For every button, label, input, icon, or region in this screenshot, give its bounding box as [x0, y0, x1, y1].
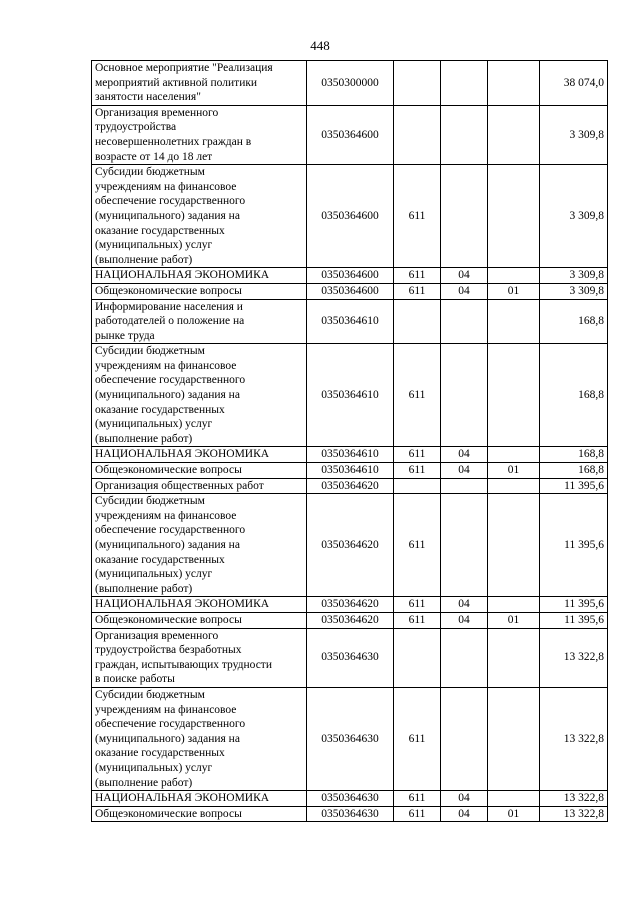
- row-code: [307, 105, 394, 164]
- row-expense-type: [394, 268, 441, 284]
- row-section: [441, 806, 488, 822]
- row-code: [307, 447, 394, 463]
- row-code-text: 0350364620: [321, 613, 379, 626]
- row-code: [307, 612, 394, 628]
- row-name: [92, 61, 307, 106]
- row-code: [307, 806, 394, 822]
- row-name: [92, 628, 307, 687]
- row-expense-type-text: 611: [408, 448, 426, 461]
- row-expense-type: [394, 447, 441, 463]
- table-row: [92, 268, 608, 284]
- row-name-text: Общеэкономические вопросы: [95, 284, 242, 297]
- row-code-text: 0350300000: [321, 76, 379, 89]
- row-expense-type-text: 611: [408, 539, 426, 551]
- row-name-text: Основное мероприятие "Реализация мероприятий активной политики занятости населения": [95, 62, 273, 104]
- row-code-text: 0350364600: [321, 209, 379, 222]
- row-code-text: 0350364610: [321, 389, 379, 402]
- table-row: [92, 344, 608, 447]
- row-expense-type-text: 611: [408, 284, 426, 297]
- row-section-text: 04: [458, 464, 470, 477]
- row-expense-type: [394, 105, 441, 164]
- row-amount-text: 168,8: [578, 389, 604, 402]
- row-amount-text: 3 309,8: [569, 284, 604, 297]
- row-code: [307, 299, 394, 344]
- row-amount-text: 13 322,8: [563, 732, 604, 745]
- row-name: [92, 447, 307, 463]
- row-amount-text: 168,8: [578, 448, 604, 461]
- table-row: [92, 165, 608, 268]
- row-expense-type: [394, 494, 441, 597]
- table-row: [92, 299, 608, 344]
- row-section: [441, 478, 488, 494]
- row-subsection: [488, 105, 540, 164]
- row-subsection: [488, 447, 540, 463]
- row-amount: [540, 299, 608, 344]
- row-subsection-text: 01: [507, 464, 520, 477]
- row-amount: [540, 61, 608, 106]
- row-name: [92, 791, 307, 807]
- row-expense-type: [394, 299, 441, 344]
- row-name-text: Субсидии бюджетным учреждениям на финансовое обеспечение государственного (муниципального) задания на оказание государственных (муниципальных) услуг (выполнение работ): [95, 345, 246, 445]
- row-section-text: 04: [458, 284, 470, 297]
- row-section: [441, 463, 488, 479]
- row-name-text: Субсидии бюджетным учреждениям на финансовое обеспечение государственного (муниципального) задания на оказание государственных (муниципальных) услуг (выполнение работ): [95, 495, 246, 595]
- table-row: [92, 494, 608, 597]
- row-name: [92, 299, 307, 344]
- row-amount: [540, 105, 608, 164]
- row-code: [307, 463, 394, 479]
- budget-table: [91, 60, 608, 822]
- row-section: [441, 165, 488, 268]
- row-amount: [540, 628, 608, 687]
- row-expense-type: [394, 791, 441, 807]
- page-number: 448: [310, 38, 330, 53]
- row-expense-type: [394, 612, 441, 628]
- row-expense-type-text: 611: [408, 792, 426, 805]
- table-row: [92, 687, 608, 790]
- row-section: [441, 791, 488, 807]
- row-subsection: [488, 165, 540, 268]
- row-expense-type: [394, 806, 441, 822]
- row-expense-type-text: 611: [408, 389, 426, 402]
- row-expense-type-text: 611: [408, 464, 426, 477]
- table-row: [92, 478, 608, 494]
- row-expense-type: [394, 344, 441, 447]
- row-name: [92, 344, 307, 447]
- row-code: [307, 597, 394, 613]
- row-name-text: Субсидии бюджетным учреждениям на финансовое обеспечение государственного (муниципального) задания на оказание государственных (муниципальных) услуг (выполнение работ): [95, 166, 246, 266]
- table-row: [92, 791, 608, 807]
- row-section: [441, 61, 488, 106]
- table-row: [92, 463, 608, 479]
- row-expense-type: [394, 628, 441, 687]
- row-expense-type: [394, 165, 441, 268]
- table-row: [92, 806, 608, 822]
- row-code-text: 0350364620: [321, 598, 379, 611]
- row-section: [441, 494, 488, 597]
- row-subsection-text: 01: [507, 613, 520, 626]
- row-amount: [540, 612, 608, 628]
- row-name: [92, 478, 307, 494]
- row-name: [92, 597, 307, 613]
- row-section-text: 04: [458, 807, 470, 820]
- row-name: [92, 165, 307, 268]
- row-section: [441, 597, 488, 613]
- row-section: [441, 628, 488, 687]
- row-name-text: НАЦИОНАЛЬНАЯ ЭКОНОМИКА: [95, 792, 270, 805]
- row-expense-type: [394, 61, 441, 106]
- row-name-text: Организация общественных работ: [95, 479, 264, 492]
- row-amount: [540, 494, 608, 597]
- row-expense-type: [394, 283, 441, 299]
- row-subsection-text: 01: [507, 284, 520, 297]
- row-section: [441, 447, 488, 463]
- row-amount: [540, 283, 608, 299]
- row-amount: [540, 268, 608, 284]
- row-expense-type-text: 611: [408, 807, 426, 820]
- row-subsection-text: 01: [507, 807, 520, 820]
- row-amount: [540, 478, 608, 494]
- row-name-text: Общеэкономические вопросы: [95, 613, 242, 626]
- row-section-text: 04: [458, 613, 470, 626]
- row-expense-type: [394, 597, 441, 613]
- row-code: [307, 283, 394, 299]
- row-amount-text: 168,8: [578, 464, 604, 477]
- row-name-text: НАЦИОНАЛЬНАЯ ЭКОНОМИКА: [95, 448, 270, 461]
- row-amount-text: 13 322,8: [563, 651, 604, 664]
- row-code: [307, 628, 394, 687]
- row-code-text: 0350364630: [321, 732, 379, 745]
- row-name: [92, 283, 307, 299]
- row-expense-type: [394, 478, 441, 494]
- row-section-text: 04: [458, 598, 470, 611]
- row-amount: [540, 806, 608, 822]
- row-expense-type: [394, 687, 441, 790]
- row-code-text: 0350364600: [321, 128, 379, 141]
- row-amount-text: 3 309,8: [569, 269, 604, 282]
- row-section: [441, 344, 488, 447]
- row-subsection: [488, 791, 540, 807]
- row-expense-type-text: 611: [408, 732, 426, 745]
- row-amount-text: 11 395,6: [564, 539, 604, 551]
- row-code-text: 0350364610: [321, 315, 379, 328]
- row-amount: [540, 165, 608, 268]
- row-amount-text: 13 322,8: [563, 807, 604, 820]
- row-code-text: 0350364620: [321, 539, 379, 551]
- row-subsection: [488, 687, 540, 790]
- row-code-text: 0350364630: [321, 651, 379, 664]
- row-name: [92, 494, 307, 597]
- row-code-text: 0350364620: [321, 479, 379, 492]
- row-code: [307, 791, 394, 807]
- row-code: [307, 494, 394, 597]
- row-subsection: [488, 283, 540, 299]
- row-expense-type-text: 611: [408, 209, 426, 222]
- row-name: [92, 612, 307, 628]
- row-amount-text: 168,8: [578, 315, 604, 328]
- row-name-text: Общеэкономические вопросы: [95, 807, 242, 820]
- row-amount-text: 11 395,6: [564, 479, 604, 492]
- row-code: [307, 344, 394, 447]
- row-expense-type-text: 611: [408, 598, 426, 611]
- table-row: [92, 105, 608, 164]
- row-section: [441, 105, 488, 164]
- row-code: [307, 61, 394, 106]
- row-expense-type-text: 611: [408, 613, 426, 626]
- row-amount: [540, 791, 608, 807]
- row-code-text: 0350364630: [321, 807, 379, 820]
- row-name-text: НАЦИОНАЛЬНАЯ ЭКОНОМИКА: [95, 269, 270, 282]
- row-amount: [540, 447, 608, 463]
- row-section: [441, 268, 488, 284]
- row-amount: [540, 344, 608, 447]
- row-name-text: Информирование населения и работодателей о положение на рынке труда: [95, 300, 245, 342]
- row-amount-text: 3 309,8: [569, 128, 604, 141]
- row-code: [307, 687, 394, 790]
- table-row: [92, 283, 608, 299]
- row-name: [92, 806, 307, 822]
- row-name-text: Организация временного трудоустройства безработных граждан, испытывающих трудности в поиске работы: [95, 629, 272, 686]
- table-row: [92, 628, 608, 687]
- row-amount-text: 11 395,6: [564, 613, 604, 626]
- row-amount-text: 38 074,0: [563, 76, 604, 89]
- row-amount-text: 11 395,6: [564, 598, 604, 611]
- row-section-text: 04: [458, 448, 470, 461]
- row-expense-type-text: 611: [408, 269, 426, 282]
- row-amount: [540, 463, 608, 479]
- row-subsection: [488, 612, 540, 628]
- row-name-text: НАЦИОНАЛЬНАЯ ЭКОНОМИКА: [95, 598, 270, 611]
- row-name-text: Общеэкономические вопросы: [95, 464, 242, 477]
- row-section: [441, 299, 488, 344]
- row-code: [307, 268, 394, 284]
- row-section: [441, 687, 488, 790]
- row-name: [92, 463, 307, 479]
- row-subsection: [488, 61, 540, 106]
- row-name: [92, 268, 307, 284]
- row-amount: [540, 597, 608, 613]
- row-name: [92, 687, 307, 790]
- table-row: [92, 612, 608, 628]
- budget-table-body: [92, 61, 608, 822]
- table-row: [92, 61, 608, 106]
- row-subsection: [488, 344, 540, 447]
- table-row: [92, 447, 608, 463]
- row-code: [307, 165, 394, 268]
- row-section: [441, 283, 488, 299]
- row-code: [307, 478, 394, 494]
- row-code-text: 0350364630: [321, 792, 379, 805]
- row-code-text: 0350364600: [321, 284, 379, 297]
- row-subsection: [488, 806, 540, 822]
- row-name-text: Субсидии бюджетным учреждениям на финансовое обеспечение государственного (муниципального) задания на оказание государственных (муниципальных) услуг (выполнение работ): [95, 688, 246, 789]
- row-subsection: [488, 494, 540, 597]
- row-subsection: [488, 478, 540, 494]
- row-expense-type: [394, 463, 441, 479]
- row-subsection: [488, 628, 540, 687]
- table-row: [92, 597, 608, 613]
- row-amount: [540, 687, 608, 790]
- row-name-text: Организация временного трудоустройства несовершеннолетних граждан в возрасте от 14 до 18 лет: [95, 106, 252, 163]
- row-code-text: 0350364610: [321, 448, 379, 461]
- row-amount-text: 3 309,8: [569, 209, 604, 222]
- row-code-text: 0350364600: [321, 269, 379, 282]
- row-code-text: 0350364610: [321, 464, 379, 477]
- row-subsection: [488, 463, 540, 479]
- row-name: [92, 105, 307, 164]
- row-amount-text: 13 322,8: [563, 792, 604, 805]
- row-section-text: 04: [458, 792, 470, 805]
- row-subsection: [488, 268, 540, 284]
- row-subsection: [488, 299, 540, 344]
- row-section-text: 04: [458, 269, 470, 282]
- row-subsection: [488, 597, 540, 613]
- row-section: [441, 612, 488, 628]
